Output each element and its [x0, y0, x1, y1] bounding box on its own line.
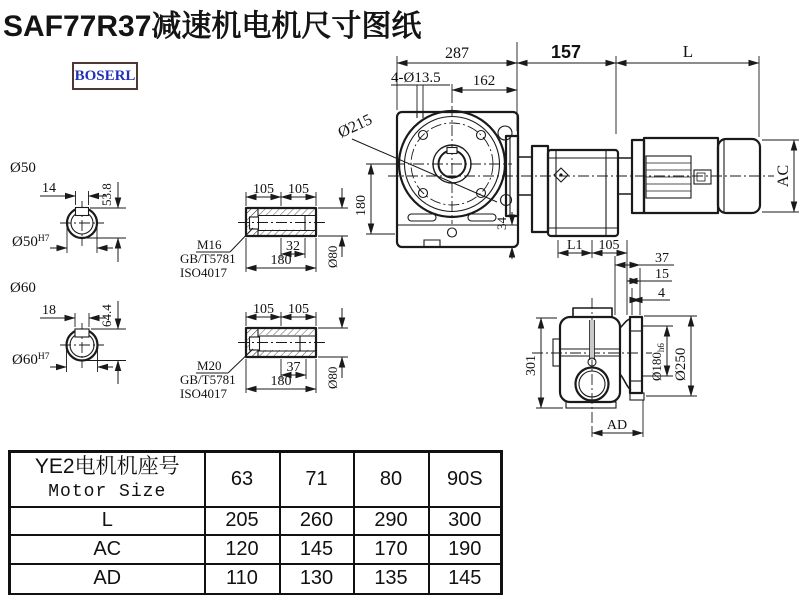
shaft-height-dim: 180 [354, 195, 369, 216]
table-cell: 260 [280, 507, 354, 535]
table-cell: 290 [354, 507, 429, 535]
table-cell: 300 [429, 507, 502, 535]
shaft-end-view-50 [10, 160, 126, 262]
dim-37: 37 [655, 251, 669, 266]
len-b-dim: 105 [288, 302, 309, 317]
table-cell: 145 [280, 535, 354, 564]
table-cell: 170 [354, 535, 429, 564]
bore-dim-label: $Ø50^{H7}$ [12, 234, 50, 250]
size-col-header: 63 [205, 452, 280, 507]
spigot-dia-dim: $Ø180_{h6}$ [649, 343, 666, 381]
total-len-dim: 180 [270, 374, 292, 389]
table-cell: 190 [429, 535, 502, 564]
dim-4: 4 [658, 286, 665, 301]
table-cell: 130 [280, 564, 354, 595]
motor-dimension-table [8, 450, 503, 595]
bolt-label: M20 [197, 358, 222, 373]
bolt-label: M16 [197, 237, 222, 252]
table-cell: 110 [205, 564, 280, 595]
motor-size-header-cell [10, 452, 205, 507]
len-a-dim: 105 [253, 182, 274, 197]
table-row [10, 507, 502, 535]
height-dim: 301 [524, 355, 539, 376]
dim-15: 15 [655, 267, 669, 282]
bolt-standard-2: ISO4017 [180, 386, 227, 401]
table-cell: 145 [429, 564, 502, 595]
table-header-row [10, 452, 502, 507]
keyway-width-dim: 18 [42, 303, 56, 318]
shaft-end-view-60 [10, 280, 126, 384]
bolt-standard-2: ISO4017 [180, 265, 227, 280]
dia-label: Ø60 [10, 280, 36, 296]
bolt-depth-dim: 32 [286, 239, 300, 254]
flange-dia-label: Ø215 [335, 111, 375, 142]
size-col-header: 90S [429, 452, 502, 507]
width-total-dim: 287 [445, 45, 469, 62]
table-cell: 135 [354, 564, 429, 595]
dim-105: 105 [598, 238, 620, 253]
dia-dim: Ø80 [325, 245, 340, 268]
adapter-len-dim: 157 [550, 42, 582, 62]
front-view [336, 42, 799, 259]
side-view [524, 238, 697, 437]
total-len-dim: 180 [270, 253, 292, 268]
len-b-dim: 105 [288, 182, 309, 197]
hollow-shaft-m20 [180, 302, 348, 401]
table-row [10, 564, 502, 595]
keyway-width-dim: 14 [42, 181, 56, 196]
dia-label: Ø50 [10, 160, 36, 176]
row-label: AD [10, 564, 205, 595]
page-title: SAF77R37减速机电机尺寸图纸 [3, 10, 422, 43]
hollow-shaft-m16 [180, 182, 348, 280]
base-height-dim: 34 [494, 217, 509, 230]
table-row [10, 535, 502, 564]
keyway-depth-dim: 64.4 [99, 304, 114, 327]
size-col-header: 71 [280, 452, 354, 507]
table-cell: 205 [205, 507, 280, 535]
row-label: L [10, 507, 205, 535]
motor-dia-dim: AC [775, 164, 792, 188]
table-cell: 120 [205, 535, 280, 564]
bolt-standard-1: GB/T5781 [180, 251, 236, 266]
motor-len-dim: L [682, 42, 694, 61]
size-col-header: 80 [354, 452, 429, 507]
bore-dim-label: $Ø60^{H7}$ [12, 352, 50, 368]
dim-l1: L1 [567, 238, 583, 253]
row-label: AC [10, 535, 205, 564]
flange-dia-dim: Ø250 [673, 347, 689, 381]
len-a-dim: 105 [253, 302, 274, 317]
bolt-depth-dim: 37 [286, 360, 301, 375]
width-flange-dim: 162 [472, 73, 496, 89]
dia-dim: Ø80 [325, 366, 340, 389]
brand-logo: BOSERL [72, 62, 138, 90]
motor-size-header-en: Motor Size [48, 482, 167, 503]
keyway-depth-dim: 53.8 [99, 183, 114, 206]
dim-ad: AD [606, 418, 628, 433]
bolt-holes-label: 4-Ø13.5 [391, 70, 441, 86]
bolt-standard-1: GB/T5781 [180, 372, 236, 387]
motor-size-header-cn: YE2电机机座号 [34, 455, 180, 479]
